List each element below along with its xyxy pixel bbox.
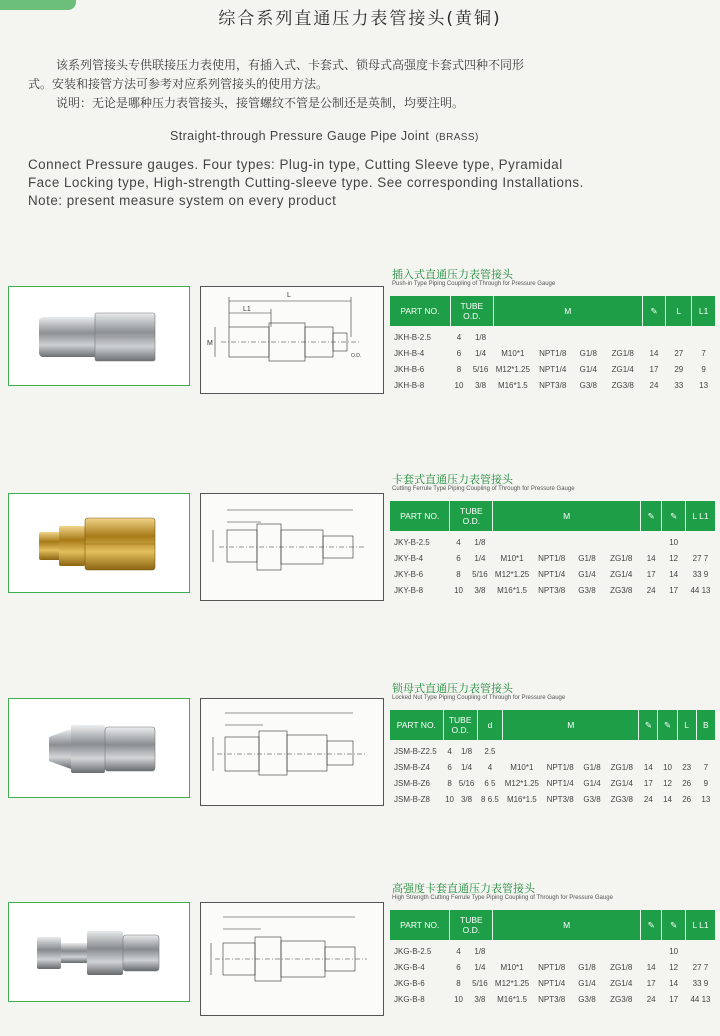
table-header [390, 910, 716, 940]
spec-table-locked-nut [390, 710, 716, 807]
table-cell: 1/8 [474, 537, 486, 547]
cone-nut [49, 729, 71, 769]
table-cell: G1/8 [578, 553, 596, 563]
drawing-cutting-ferrule [200, 493, 384, 601]
intro-en-line-1: Connect Pressure gauges. Four types: Plug-in type, Cutting Sleeve type, Pyramidal [28, 157, 563, 172]
table-cell: G3/8 [583, 794, 601, 804]
table-cell: G3/8 [579, 380, 597, 390]
table-cell: M10*1 [510, 762, 534, 772]
table-cell: 8 [447, 778, 452, 788]
table-cell: G1/8 [578, 962, 596, 972]
table-cell [666, 326, 692, 345]
table-cell: 6 [456, 348, 462, 358]
table-cell [579, 740, 605, 759]
table-cell: G1/8 [583, 762, 601, 772]
table-cell [692, 326, 716, 345]
table-cell: 4 [456, 332, 462, 342]
label-od: O.D. [351, 353, 362, 359]
table-cell: 3/8 [474, 380, 487, 390]
col-m: M [493, 501, 641, 531]
col-part-no: PART NO. [390, 710, 443, 740]
table-cell: ZG1/8 [610, 553, 633, 563]
table-cell: 10 [669, 946, 679, 956]
col-l: L [677, 710, 696, 740]
table-cell [531, 940, 572, 959]
table-cell: 13 [699, 380, 709, 390]
section-subtitle-push-in: Push-in Type Piping Coupling of Through for Pressure Gauge [392, 281, 556, 287]
col-part-no: PART NO. [390, 296, 450, 326]
label-L1: L1 [243, 306, 251, 313]
section-subtitle-high-strength: High Strength Cutting Ferrule Type Piping Coupling of Through for Pressure Gauge [392, 895, 613, 901]
table-cell: 17 [669, 585, 679, 595]
table-cell: 8 [456, 364, 462, 374]
table-cell: 14 [646, 553, 656, 563]
spec-table-push-in [390, 296, 716, 393]
table-cell: 33 9 [692, 978, 709, 988]
coupling-neck [61, 943, 87, 963]
label-L: L [287, 292, 291, 299]
table-cell: 1/4 [474, 553, 486, 563]
table-cell: 2.5 [484, 746, 496, 756]
col-part-no: PART NO. [390, 501, 450, 531]
table-cell: 1/4 [474, 962, 486, 972]
table-cell: 10 [669, 537, 679, 547]
table-cell: 24 [649, 380, 659, 390]
table-row [390, 740, 716, 759]
table-cell [532, 326, 573, 345]
table-row [390, 791, 716, 807]
table-cell: 44 13 [690, 585, 711, 595]
table-cell: 27 [674, 348, 684, 358]
product-photo-high-strength [8, 902, 190, 1002]
table-cell [572, 940, 602, 959]
table-cell [541, 740, 579, 759]
table-cell: 10 [663, 762, 672, 772]
table-header [390, 710, 716, 740]
table-cell: 17 [646, 978, 656, 988]
table-cell: JKH-B-6 [394, 364, 425, 374]
table-cell: 5/16 [458, 778, 475, 788]
col-wrench-icon-1: ✎ [639, 710, 658, 740]
table-cell: 26 [682, 794, 692, 804]
table-cell: JKG-B-4 [394, 962, 425, 972]
table-cell: 3/8 [474, 585, 486, 595]
intro-en-line-2: Face Locking type, High-strength Cutting-sleeve type. See corresponding Installations. [28, 175, 584, 190]
table-cell: ZG3/8 [610, 994, 633, 1004]
table-cell [602, 940, 641, 959]
table-row [390, 550, 716, 566]
table-cell: 10 [454, 585, 463, 595]
spec-table-high-strength [390, 910, 716, 1007]
table-cell [493, 940, 532, 959]
col-m: M [493, 910, 641, 940]
table-cell: 10 [445, 794, 454, 804]
table-cell: 13 [701, 794, 711, 804]
table-cell: 14 [646, 962, 656, 972]
table-cell [603, 326, 642, 345]
table-cell: 29 [674, 364, 684, 374]
table-cell: 5/16 [472, 364, 489, 374]
table-cell: 17 [649, 364, 659, 374]
table-cell: ZG1/4 [610, 569, 633, 579]
col-wrench-icon-1: ✎ [640, 910, 661, 940]
table-cell [605, 740, 639, 759]
brass-sleeve [39, 532, 61, 560]
table-cell [658, 740, 677, 759]
intro-chinese [28, 56, 698, 113]
table-cell: 27 7 [692, 962, 709, 972]
table-cell: M12*1.25 [494, 978, 530, 988]
table-cell: ZG1/8 [611, 348, 634, 358]
table-cell [493, 531, 532, 550]
table-cell: NPT1/8 [538, 553, 566, 563]
col-d: d [477, 710, 503, 740]
table-cell: 1/8 [460, 746, 473, 756]
col-tube-od: TUBE O.D. [450, 501, 493, 531]
col-wrench-icon-2: ✎ [662, 501, 686, 531]
page-title: 综合系列直通压力表管接头(黄铜) [218, 9, 502, 29]
spec-table-cutting-ferrule [390, 501, 716, 598]
table-cell: JKY-B-4 [394, 553, 424, 563]
product-photo-push-in [8, 286, 190, 386]
intro-cn-note: 说明：无论是哪种压力表管接头，接管螺纹不管是公制还是英制，均要注明。 [56, 96, 465, 110]
col-wrench-icon-1: ✎ [640, 501, 661, 531]
table-cell [573, 326, 603, 345]
table-cell: 6 5 [484, 778, 496, 788]
col-part-no: PART NO. [390, 910, 450, 940]
table-cell [696, 740, 715, 759]
table-cell [677, 740, 696, 759]
table-cell: 1/8 [474, 332, 487, 342]
table-cell: G1/8 [579, 348, 597, 358]
table-row [390, 377, 716, 393]
table-cell: 24 [646, 994, 656, 1004]
table-cell: JSM-B-Z8 [394, 794, 430, 804]
table-row [390, 940, 716, 959]
table-row [390, 326, 716, 345]
table-cell: 8 [456, 569, 461, 579]
table-cell: JKY-B-2.5 [394, 537, 430, 547]
table-cell: 3/8 [460, 794, 473, 804]
table-cell: 24 [646, 585, 656, 595]
table-cell: M16*1.5 [497, 585, 527, 595]
hex-nut [71, 725, 105, 773]
drawing-high-strength [200, 902, 384, 1016]
table-cell: 17 [643, 778, 653, 788]
col-b: B [696, 710, 715, 740]
chrome-body [105, 727, 155, 771]
table-cell: JSM-B-Z2.5 [394, 746, 437, 756]
product-photo-cutting-ferrule [8, 493, 190, 593]
section-subtitle-cutting-ferrule: Cutting Ferrule Type Piping Coupling of Through for Pressure Gauge [392, 486, 575, 492]
table-cell: 5/16 [472, 978, 488, 988]
table-cell: ZG1/4 [611, 364, 634, 374]
table-cell: 4 [456, 946, 461, 956]
table-cell: 14 [669, 569, 679, 579]
table-cell: JKH-B-2.5 [394, 332, 431, 342]
table-cell: 5/16 [472, 569, 488, 579]
col-m: M [503, 710, 639, 740]
table-cell [640, 940, 661, 959]
table-row [390, 775, 716, 791]
table-cell: 9 [701, 364, 706, 374]
product-photo-locked-nut [8, 698, 190, 798]
table-cell: 8 [456, 978, 461, 988]
table-cell: 14 [663, 794, 672, 804]
table-row [390, 991, 716, 1007]
table-cell: G3/8 [578, 585, 596, 595]
table-cell: JKH-B-4 [394, 348, 425, 358]
col-l-l1: L L1 [685, 910, 715, 940]
intro-english [28, 156, 708, 210]
table-cell: ZG1/4 [610, 978, 633, 988]
table-cell [640, 531, 661, 550]
col-m: M [493, 296, 642, 326]
table-cell: 4 [487, 762, 493, 772]
table-cell: JSM-B-Z4 [394, 762, 430, 772]
table-cell [531, 531, 572, 550]
table-cell: 1/8 [474, 946, 486, 956]
table-cell: G1/4 [578, 569, 596, 579]
table-cell: 4 [447, 746, 452, 756]
table-cell [685, 531, 715, 550]
intro-en-line-3: Note: present measure system on every product [28, 193, 337, 208]
table-cell: 3/8 [474, 994, 486, 1004]
drawing-push-in [200, 286, 384, 394]
table-row [390, 566, 716, 582]
table-cell: 6 [447, 762, 452, 772]
table-cell: 10 [454, 380, 464, 390]
intro-cn-line-1: 该系列管接头专供联接压力表使用，有插入式、卡套式、锁母式高强度卡套式四种不同形 [56, 58, 525, 72]
table-cell: 33 [674, 380, 684, 390]
table-cell: 8 6.5 [481, 794, 499, 804]
table-cell: 23 [682, 762, 692, 772]
table-cell [503, 740, 541, 759]
table-cell [602, 531, 641, 550]
brass-nut [59, 526, 85, 566]
table-cell [685, 940, 715, 959]
table-cell: JKH-B-8 [394, 380, 425, 390]
table-cell: JKY-B-8 [394, 585, 424, 595]
col-wrench-icon-2: ✎ [662, 910, 686, 940]
col-tube-od: TUBE O.D. [443, 710, 477, 740]
fitting-body [39, 317, 99, 357]
table-cell: 1/4 [474, 348, 487, 358]
table-cell: M10*1 [500, 962, 524, 972]
table-cell: M10*1 [501, 348, 525, 358]
table-cell: NPT3/8 [538, 585, 566, 595]
table-cell: JKG-B-8 [394, 994, 425, 1004]
section-title-high-strength: 高强度卡套直通压力表管接头 [392, 882, 535, 895]
table-cell: NPT1/4 [538, 978, 566, 988]
table-cell: M10*1 [500, 553, 524, 563]
table-cell: JSM-B-Z6 [394, 778, 430, 788]
table-cell: 44 13 [690, 994, 711, 1004]
table-cell: 12 [669, 962, 679, 972]
table-cell: NPT1/8 [538, 962, 566, 972]
section-title-cutting-ferrule: 卡套式直通压力表管接头 [392, 473, 513, 486]
table-cell: ZG1/8 [610, 762, 633, 772]
table-cell: 27 7 [692, 553, 709, 563]
table-cell: 14 [649, 348, 659, 358]
table-cell: 17 [646, 569, 656, 579]
col-l-l1: L L1 [685, 501, 715, 531]
table-cell [642, 326, 666, 345]
col-l1: L1 [692, 296, 716, 326]
gauge-nut [123, 935, 159, 971]
table-cell: 7 [701, 348, 706, 358]
table-cell: 10 [454, 994, 463, 1004]
section-title-locked-nut: 锁母式直通压力表管接头 [392, 682, 513, 695]
table-row [390, 975, 716, 991]
table-cell: NPT1/8 [546, 762, 574, 772]
table-row [390, 361, 716, 377]
table-cell: G3/8 [578, 994, 596, 1004]
table-row [390, 582, 716, 598]
table-cell: 14 [643, 762, 653, 772]
table-cell: M12*1.25 [495, 364, 530, 374]
table-cell: 14 [669, 978, 679, 988]
table-cell: M16*1.5 [506, 794, 537, 804]
table-cell: JKG-B-2.5 [394, 946, 432, 956]
table-cell: 26 [682, 778, 692, 788]
label-M: M [207, 340, 213, 347]
table-cell: M16*1.5 [497, 380, 528, 390]
table-cell: ZG3/8 [611, 380, 634, 390]
table-cell: NPT1/4 [539, 364, 567, 374]
col-wrench-icon-2: ✎ [658, 710, 677, 740]
section-subtitle-locked-nut: Locked Nut Type Piping Coupling of Through for Pressure Gauge [392, 695, 566, 701]
col-tube-od: TUBE O.D. [450, 910, 493, 940]
intro-cn-line-2: 式。安装和接管方法可参考对应系列管接头的使用方法。 [28, 77, 329, 91]
table-cell: ZG1/8 [610, 962, 633, 972]
table-cell: JKY-B-6 [394, 569, 424, 579]
table-row [390, 959, 716, 975]
table-cell: G1/4 [579, 364, 597, 374]
hex-body [87, 931, 123, 975]
table-cell: 17 [669, 994, 679, 1004]
table-cell: NPT1/8 [539, 348, 567, 358]
table-cell: NPT3/8 [546, 794, 574, 804]
table-cell: M12*1.25 [494, 569, 530, 579]
drawing-locked-nut [200, 698, 384, 806]
table-cell: 4 [456, 537, 461, 547]
table-cell: ZG1/4 [610, 778, 633, 788]
table-cell: 1/4 [460, 762, 473, 772]
table-cell: 6 [456, 962, 461, 972]
table-cell: NPT1/4 [538, 569, 566, 579]
table-cell: 7 [703, 762, 709, 772]
table-cell [572, 531, 602, 550]
table-cell [493, 326, 532, 345]
col-wrench-icon: ✎ [642, 296, 666, 326]
table-cell: NPT1/4 [546, 778, 574, 788]
table-cell: 6 [456, 553, 461, 563]
col-tube-od: TUBE O.D. [450, 296, 493, 326]
table-cell [639, 740, 658, 759]
table-header [390, 296, 716, 326]
sleeve-nut [37, 937, 61, 969]
table-cell: 9 [703, 778, 709, 788]
english-title-text: Straight-through Pressure Gauge Pipe Joint [170, 129, 430, 143]
table-cell: 24 [643, 794, 653, 804]
table-cell: 33 9 [692, 569, 709, 579]
table-header [390, 501, 716, 531]
table-cell: ZG3/8 [610, 794, 633, 804]
table-cell: 12 [669, 553, 679, 563]
table-cell: M16*1.5 [497, 994, 527, 1004]
table-cell: G1/4 [583, 778, 601, 788]
table-row [390, 759, 716, 775]
section-title-push-in: 插入式直通压力表管接头 [392, 268, 513, 281]
table-cell: NPT3/8 [538, 994, 566, 1004]
material-label: (BRASS) [435, 132, 479, 143]
col-l: L [666, 296, 692, 326]
table-cell: G1/4 [578, 978, 596, 988]
table-row [390, 531, 716, 550]
english-title [170, 129, 479, 143]
table-cell: NPT3/8 [539, 380, 567, 390]
table-cell: JKG-B-6 [394, 978, 425, 988]
table-cell: ZG3/8 [610, 585, 633, 595]
table-cell: M12*1.25 [504, 778, 539, 788]
table-row [390, 345, 716, 361]
table-cell: 12 [663, 778, 672, 788]
